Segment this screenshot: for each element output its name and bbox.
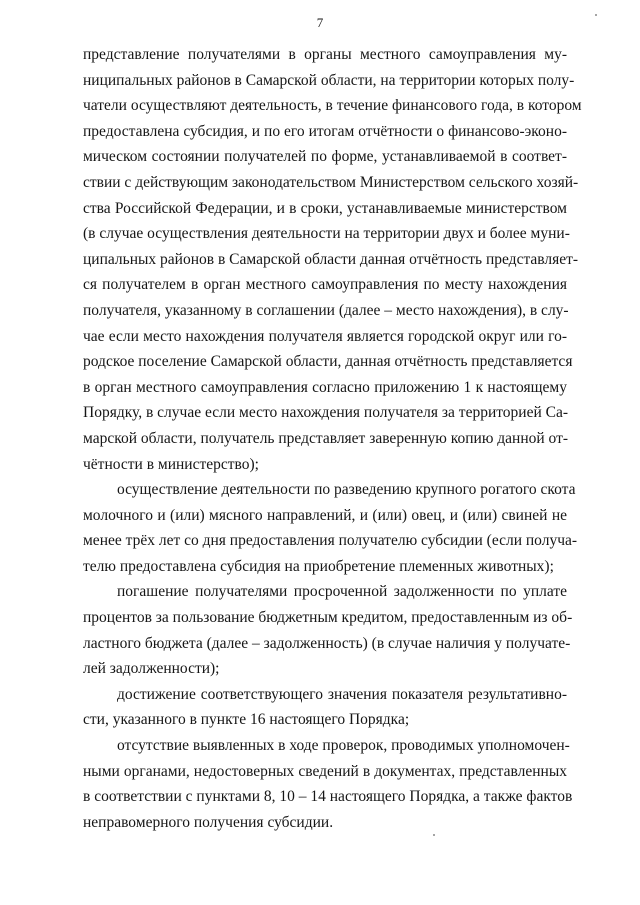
page-number: 7 [316,15,324,30]
text-line: марской области, получатель представляет заверенную копию данной от- [83,429,569,447]
paragraph [83,579,573,681]
text-line: мическом состоянии получателей по форме, устанавливаемой в соответ- [83,148,567,166]
text-line: ства Российской Федерации, и в сроки, устанавливаемые министерством [83,199,567,217]
scan-speck [595,14,597,16]
text-line: ниципальных районов в Самарской области, на территории которых полу- [83,71,575,89]
text-line: достижение соответствующего значения показателя результативно- [117,685,567,703]
text-line: ластного бюджета (далее – задолженность) (в случае наличия у получате- [83,634,571,652]
text-line: чатели осуществляют деятельность, в течение финансового года, в котором [83,97,582,115]
body-text [83,42,582,835]
text-line: в соответствии с пунктами 8, 10 – 14 настоящего Порядка, а также фактов [83,788,573,806]
text-line: неправомерного получения субсидии. [83,813,334,831]
paragraph [83,682,567,733]
text-line: предоставлена субсидия, и по его итогам отчётности о финансово-эконо- [83,122,567,140]
text-line: в орган местного самоуправления согласно приложению 1 к настоящему [83,378,567,396]
text-line: ципальных районов в Самарской области данная отчётность представляет- [83,250,579,268]
text-line: сти, указанного в пункте 16 настоящего Порядка; [83,711,410,729]
paragraph [83,733,573,835]
text-line: менее трёх лет со дня предоставления получателю субсидии (если получа- [83,532,578,550]
text-line: получателя, указанному в соглашении (далее – место нахождения), в слу- [83,301,569,319]
text-line: чётности в министерство); [83,455,259,473]
text-line: ствии с действующим законодательством Министерством сельского хозяй- [83,173,579,191]
text-line: телю предоставлена субсидия на приобретение племенных животных); [83,557,554,575]
text-line: чае если место нахождения получателя является городской округ или го- [83,327,567,345]
text-line: представление получателями в органы местного самоуправления му- [83,46,567,63]
text-line: лей задолженности); [83,660,220,678]
text-line: погашение получателями просроченной задолженности по уплате [117,583,567,601]
scan-speck [433,834,435,836]
paragraph [83,477,578,579]
text-line: Порядку, в случае если место нахождения получателя за территорией Са- [83,404,569,422]
text-line: ными органами, недостоверных сведений в документах, представленных [83,762,567,780]
text-line: (в случае осуществления деятельности на территории двух и более муни- [83,225,570,243]
text-line: осуществление деятельности по разведению крупного рогатого скота [117,481,576,499]
text-line: процентов за пользование бюджетным кредитом, предоставленным из об- [83,609,573,627]
text-line: молочного и (или) мясного направлений, и (или) овец, и (или) свиней не [83,506,567,524]
text-line: ся получателем в орган местного самоуправления по месту нахождения [83,276,567,294]
text-line: родское поселение Самарской области, данная отчётность представляется [83,353,573,371]
text-line: отсутствие выявленных в ходе проверок, проводимых уполномочен- [117,737,570,755]
paragraph [83,42,582,477]
